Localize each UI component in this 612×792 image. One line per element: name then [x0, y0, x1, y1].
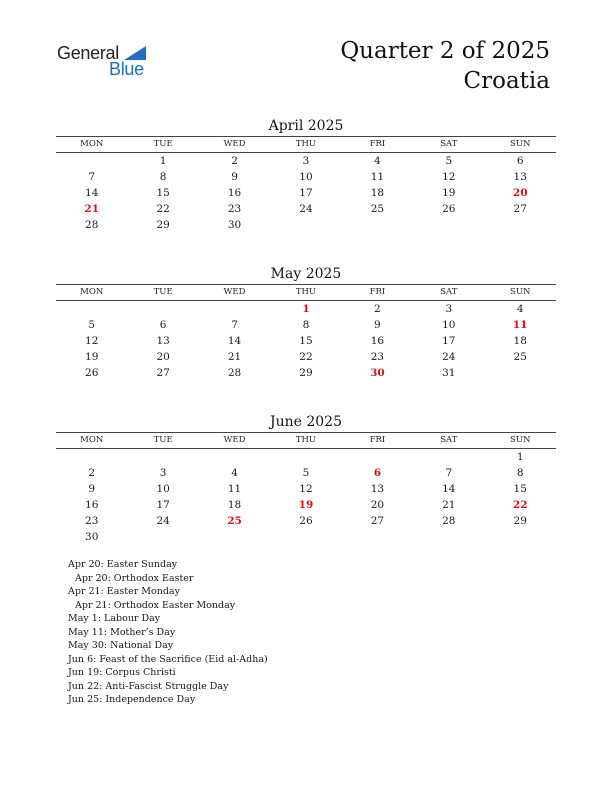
- week-row: [56, 449, 556, 465]
- weekday-header: [56, 136, 556, 153]
- day-cell: 2: [88, 467, 96, 479]
- day-cell: 24: [442, 351, 456, 363]
- day-cell: 15: [156, 187, 170, 199]
- week-row: [56, 513, 556, 529]
- day-cell: 23: [370, 351, 385, 363]
- day-cell: 21: [442, 499, 456, 511]
- day-cell: 3: [445, 303, 453, 315]
- weekday-label: TUE: [153, 139, 173, 149]
- day-cell: 4: [516, 303, 524, 315]
- day-cell: 5: [302, 467, 310, 479]
- day-cell: 10: [442, 319, 456, 331]
- day-cell: 29: [513, 515, 527, 527]
- day-cell: 21: [227, 351, 242, 363]
- day-cell: 13: [513, 171, 527, 183]
- holiday-note: Jun 25: Independence Day: [68, 694, 196, 705]
- week-row: [56, 481, 556, 497]
- day-cell: 15: [299, 335, 313, 347]
- day-cell: 1: [302, 303, 310, 315]
- weekday-label: THU: [295, 287, 317, 297]
- day-cell: [127, 529, 198, 545]
- day-cell: 29: [156, 219, 170, 231]
- week-row: [56, 301, 556, 317]
- day-cell: [199, 449, 270, 465]
- day-cell: 9: [231, 171, 238, 183]
- holiday-note: Jun 19: Corpus Christi: [68, 667, 176, 678]
- day-cell: 20: [370, 499, 385, 511]
- generalblue-logo: [57, 43, 167, 83]
- day-cell: 22: [299, 351, 313, 363]
- weekday-header: [56, 284, 556, 301]
- day-cell: 25: [370, 203, 385, 215]
- day-cell: 8: [516, 467, 524, 479]
- week-row: [56, 185, 556, 201]
- week-row: [56, 529, 556, 545]
- day-cell: 6: [373, 467, 382, 479]
- holiday-note: Apr 21: Easter Monday: [68, 586, 180, 597]
- day-cell: 14: [227, 335, 242, 347]
- day-cell: 4: [374, 155, 381, 167]
- month-april: [56, 117, 556, 233]
- day-cell: 12: [299, 483, 313, 495]
- weekday-label: FRI: [369, 435, 386, 445]
- day-cell: 27: [370, 515, 385, 527]
- day-cell: 29: [299, 367, 313, 379]
- day-cell: [199, 301, 270, 317]
- day-cell: [199, 529, 270, 545]
- month-title: April 2025: [268, 118, 344, 134]
- day-cell: 26: [85, 367, 99, 379]
- day-cell: 25: [227, 515, 242, 527]
- logo-text-blue: Blue: [109, 59, 144, 79]
- holiday-note: Jun 6: Feast of the Sacrifice (Eid al-Adha): [68, 653, 268, 665]
- week-row: [56, 201, 556, 217]
- week-row: [56, 153, 556, 169]
- day-cell: 17: [299, 187, 313, 199]
- day-cell: 25: [513, 351, 527, 363]
- day-cell: [485, 529, 556, 545]
- week-row: [56, 169, 556, 185]
- day-cell: 30: [227, 219, 242, 231]
- day-cell: [342, 217, 413, 233]
- day-cell: 13: [156, 335, 170, 347]
- weekday-label: SUN: [510, 139, 531, 149]
- logo-text-general: General: [57, 43, 119, 63]
- holiday-note: Apr 20: Easter Sunday: [68, 559, 178, 570]
- day-cell: [485, 217, 556, 233]
- day-cell: 16: [370, 335, 385, 347]
- day-cell: 19: [442, 187, 456, 199]
- weekday-label: FRI: [369, 287, 386, 297]
- weekday-label: MON: [80, 139, 104, 149]
- day-cell: 9: [88, 483, 96, 495]
- day-cell: 14: [85, 187, 99, 199]
- day-cell: [342, 529, 413, 545]
- day-cell: [413, 217, 484, 233]
- day-cell: 22: [156, 203, 170, 215]
- day-cell: 12: [85, 335, 99, 347]
- week-row: [56, 349, 556, 365]
- day-cell: 28: [442, 515, 456, 527]
- weekday-header: [56, 432, 556, 449]
- day-cell: [56, 153, 127, 169]
- day-cell: 2: [374, 303, 381, 315]
- weekday-label: WED: [223, 287, 246, 297]
- holiday-note: Apr 21: Orthodox Easter Monday: [75, 599, 236, 611]
- weekday-label: SUN: [510, 287, 531, 297]
- day-cell: 24: [156, 515, 170, 527]
- weekday-label: MON: [80, 287, 104, 297]
- day-cell: 17: [156, 499, 170, 511]
- day-cell: 3: [159, 467, 167, 479]
- country-title: Croatia: [463, 68, 550, 94]
- day-cell: 28: [227, 367, 242, 379]
- weekday-label: WED: [223, 435, 246, 445]
- day-cell: 30: [85, 531, 99, 543]
- day-cell: 10: [299, 171, 313, 183]
- weekday-label: FRI: [369, 139, 386, 149]
- day-cell: 4: [231, 467, 238, 479]
- week-row: [56, 465, 556, 481]
- day-cell: 19: [298, 499, 314, 511]
- day-cell: 1: [159, 155, 167, 167]
- holiday-list: [68, 558, 268, 707]
- weekday-label: MON: [80, 435, 104, 445]
- weekday-label: SUN: [510, 435, 531, 445]
- day-cell: 27: [513, 203, 527, 215]
- day-cell: 12: [442, 171, 456, 183]
- day-cell: [485, 365, 556, 381]
- day-cell: [270, 529, 341, 545]
- day-cell: 14: [442, 483, 456, 495]
- quarter-title: Quarter 2 of 2025: [340, 38, 550, 64]
- weekday-label: TUE: [153, 287, 173, 297]
- weekday-label: SAT: [440, 139, 458, 149]
- day-cell: 7: [445, 467, 453, 479]
- holiday-note: Jun 22: Anti-Fascist Struggle Day: [68, 680, 229, 692]
- week-row: [56, 365, 556, 381]
- day-cell: 18: [513, 335, 527, 347]
- day-cell: [56, 449, 127, 465]
- month-june: [56, 413, 556, 545]
- weekday-label: SAT: [440, 287, 458, 297]
- day-cell: 22: [512, 499, 528, 511]
- holiday-note: May 1: Labour Day: [68, 613, 161, 624]
- day-cell: 26: [299, 515, 313, 527]
- day-cell: 15: [513, 483, 527, 495]
- weekday-label: THU: [295, 435, 317, 445]
- day-cell: 7: [88, 171, 96, 183]
- day-cell: 6: [516, 155, 524, 167]
- day-cell: 27: [156, 367, 170, 379]
- weekday-label: THU: [295, 139, 317, 149]
- month-title: May 2025: [270, 266, 342, 282]
- day-cell: 28: [85, 219, 99, 231]
- day-cell: 31: [442, 367, 456, 379]
- week-row: [56, 217, 556, 233]
- day-cell: [342, 449, 413, 465]
- day-cell: 20: [512, 187, 528, 199]
- logo-flag-icon: [124, 46, 146, 60]
- holiday-note: May 11: Mother’s Day: [68, 626, 176, 638]
- day-cell: 9: [374, 319, 381, 331]
- day-cell: 10: [156, 483, 170, 495]
- day-cell: 8: [302, 319, 310, 331]
- day-cell: 11: [512, 319, 528, 331]
- holiday-note: May 30: National Day: [68, 640, 174, 651]
- day-cell: 23: [227, 203, 242, 215]
- day-cell: [56, 301, 127, 317]
- week-row: [56, 317, 556, 333]
- day-cell: 16: [85, 499, 99, 511]
- day-cell: 3: [302, 155, 310, 167]
- day-cell: 6: [159, 319, 167, 331]
- page-title: [340, 36, 550, 96]
- week-row: [56, 333, 556, 349]
- day-cell: 30: [370, 367, 385, 379]
- day-cell: 2: [231, 155, 238, 167]
- weekday-label: TUE: [153, 435, 173, 445]
- day-cell: 17: [442, 335, 456, 347]
- week-row: [56, 497, 556, 513]
- day-cell: [270, 449, 341, 465]
- day-cell: 18: [227, 499, 242, 511]
- day-cell: [270, 217, 341, 233]
- day-cell: 11: [370, 171, 385, 183]
- day-cell: 1: [516, 451, 524, 463]
- day-cell: [413, 449, 484, 465]
- day-cell: 8: [159, 171, 167, 183]
- day-cell: [127, 301, 198, 317]
- weekday-label: SAT: [440, 435, 458, 445]
- day-cell: 19: [85, 351, 99, 363]
- holiday-note: Apr 20: Orthodox Easter: [75, 572, 194, 584]
- day-cell: 24: [299, 203, 313, 215]
- day-cell: 21: [84, 203, 100, 215]
- day-cell: 20: [156, 351, 170, 363]
- day-cell: [413, 529, 484, 545]
- day-cell: 23: [85, 515, 99, 527]
- day-cell: 26: [442, 203, 456, 215]
- day-cell: 16: [227, 187, 242, 199]
- day-cell: 13: [370, 483, 385, 495]
- month-title: June 2025: [269, 414, 342, 430]
- month-may: [56, 265, 556, 381]
- weekday-label: WED: [223, 139, 246, 149]
- day-cell: 7: [231, 319, 238, 331]
- day-cell: 5: [445, 155, 453, 167]
- day-cell: 18: [370, 187, 385, 199]
- day-cell: 5: [88, 319, 96, 331]
- day-cell: [127, 449, 198, 465]
- day-cell: 11: [227, 483, 242, 495]
